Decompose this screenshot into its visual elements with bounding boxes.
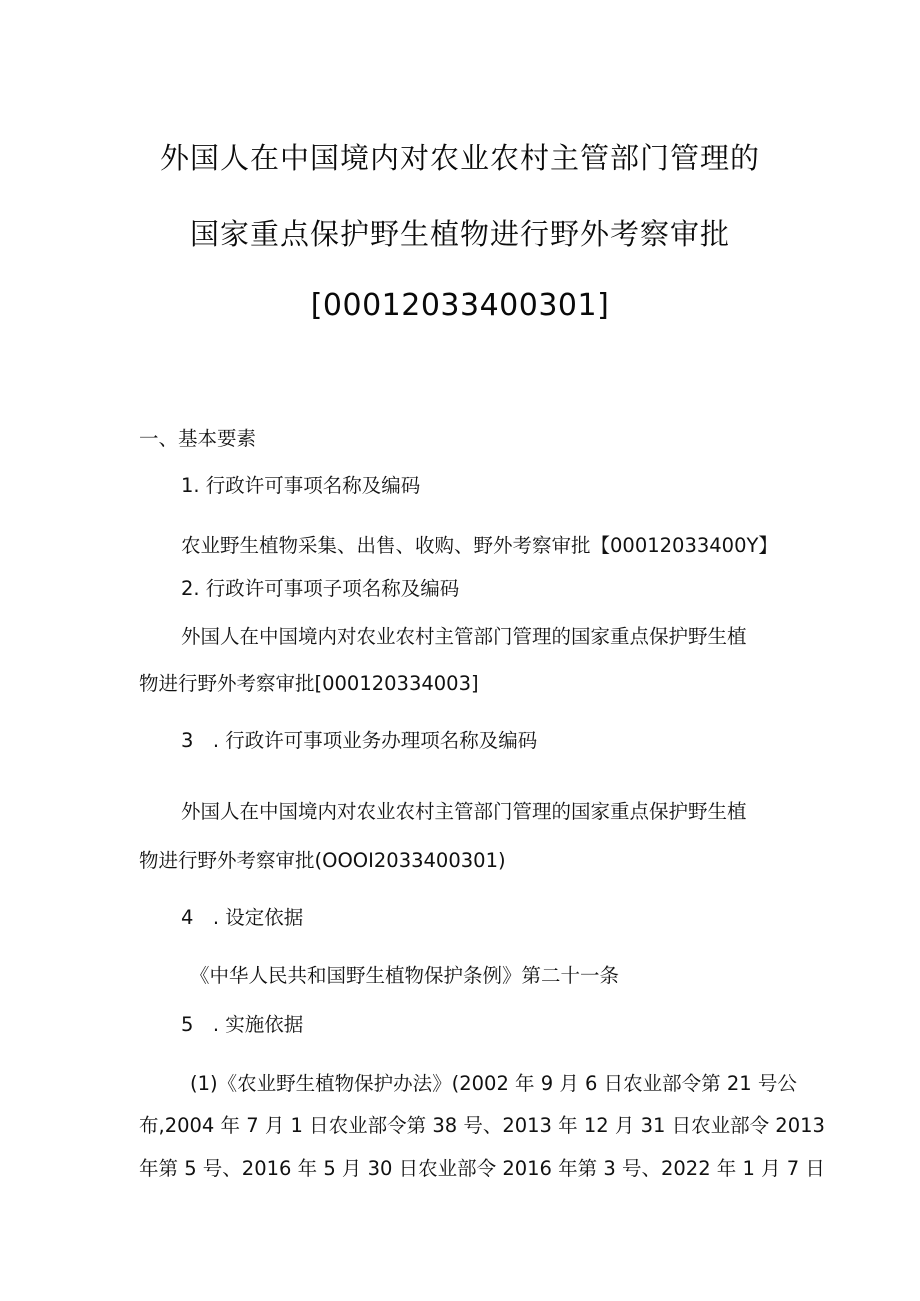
item-5-value-line-1: (1)《农业野生植物保护办法》(2002 年 9 月 6 日农业部令第 21 号公 bbox=[190, 1072, 797, 1095]
document-title-line-1: 外国人在中国境内对农业农村主管部门管理的 bbox=[159, 141, 760, 175]
item-3-value-line-1: 外国人在中国境内对农业农村主管部门管理的国家重点保护野生植 bbox=[181, 800, 747, 823]
item-2-value-line-1: 外国人在中国境内对农业农村主管部门管理的国家重点保护野生植 bbox=[181, 625, 747, 648]
item-1-value: 农业野生植物采集、出售、收购、野外考察审批【00012033400Y】 bbox=[181, 534, 778, 557]
section-heading-basic-elements: 一、基本要素 bbox=[139, 427, 257, 450]
item-1-label: 1. 行政许可事项名称及编码 bbox=[181, 474, 421, 497]
item-2-value-line-2: 物进行野外考察审批[000120334003] bbox=[139, 672, 479, 695]
item-5-value-line-3: 年第 5 号、2016 年 5 月 30 日农业部令 2016 年第 3 号、2022 年 1 月 7 日 bbox=[139, 1157, 825, 1180]
item-3-label: 3 . 行政许可事项业务办理项名称及编码 bbox=[181, 729, 538, 752]
item-4-label: 4 . 设定依据 bbox=[181, 906, 304, 929]
item-5-label: 5 . 实施依据 bbox=[181, 1013, 304, 1036]
item-3-value-line-2: 物进行野外考察审批(OOOI2033400301) bbox=[139, 849, 506, 872]
item-2-label: 2. 行政许可事项子项名称及编码 bbox=[181, 577, 460, 600]
document-title-line-2: 国家重点保护野生植物进行野外考察审批 bbox=[189, 217, 730, 251]
document-title-code: [00012033400301] bbox=[310, 288, 610, 323]
item-5-value-line-2: 布,2004 年 7 月 1 日农业部令第 38 号、2013 年 12 月 31 日农业部令 2013 bbox=[139, 1114, 825, 1137]
item-4-value: 《中华人民共和国野生植物保护条例》第二十一条 bbox=[190, 964, 620, 987]
